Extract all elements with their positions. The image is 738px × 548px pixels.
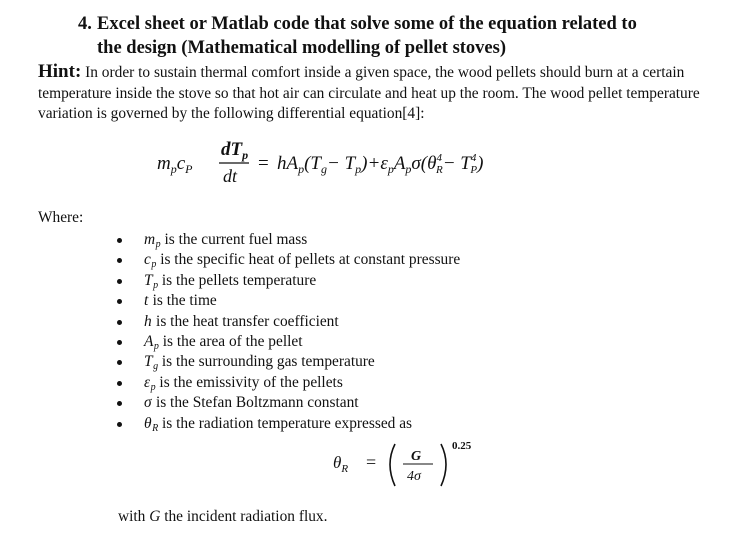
list-item: $A_p$ is the area of the pellet [112,332,460,352]
footer-symbol: G [149,508,161,525]
variable-list [112,230,460,434]
eq-paren-open: (T [304,153,322,174]
heading-line-2: the design (Mathematical modelling of pellet stoves) [97,38,506,58]
eq-equals: = [258,153,269,174]
theta-sub: R [341,463,349,475]
radiation-temperature-equation [333,436,493,494]
theta-exponent: 0.25 [452,440,472,452]
eq-mass-symbol: m [157,153,171,174]
list-item: $m_p$ is the current fuel mass [112,230,460,250]
eq-sigma: σ [411,153,421,174]
list-item: t is the time [112,291,460,311]
eq-frac-den: dt [223,166,238,186]
hint-paragraph [38,62,728,125]
list-item: σ is the Stefan Boltzmann constant [112,393,460,413]
eq-heat-symbol: c [176,153,186,174]
footer-suffix: the incident radiation flux. [160,508,328,525]
hint-label: Hint: [38,61,82,82]
theta-frac-den: 4σ [407,469,421,484]
heading-line-1: Excel sheet or Matlab code that solve some of the equation related to [97,14,637,34]
list-item: $\varepsilon_p$ is the emissivity of the pellets [112,373,460,393]
theta-frac-num: G [411,449,422,464]
eq-paren-close: )+ [361,153,381,174]
eq-eps-sub: p [387,162,394,176]
svg-text:hAp(Tg− Tp)+εpApσ(θ4R− T4P) [277,152,483,176]
eq-power-1: 4 [436,152,442,164]
list-item: $T_p$ is the pellets temperature [112,271,460,291]
svg-text:dTp [221,139,248,162]
eq-heat-sub: P [185,162,193,176]
eq-term2-sub: p [405,162,412,176]
list-item: $c_p$ is the specific heat of pellets at constant pressure [112,250,460,270]
where-label: Where: [38,209,84,226]
pellet-temperature-equation [157,134,607,192]
eq-mass-sub: p [170,162,177,176]
eq-tp2-sub: P [470,164,478,176]
section-heading [78,12,728,60]
theta-equals: = [366,452,377,472]
eq-tg-sub: g [321,162,328,176]
svg-text:θR [333,453,348,475]
right-paren [441,444,446,486]
eq-term1-sub: p [298,162,305,176]
left-paren [390,444,395,486]
eq-power-2: 4 [470,152,477,164]
eq-tp-sub: p [355,162,362,176]
eq-minus-2: − T [442,153,471,174]
svg-text:= [258,153,269,174]
footer-prefix: with [118,508,150,525]
list-item: $\theta_R$ is the radiation temperature expressed as [112,414,460,434]
eq-minus: − T [327,153,356,174]
eq-term1: hA [277,153,299,174]
section-number: 4. [78,14,92,34]
list-item: $T_g$ is the surrounding gas temperature [112,352,460,372]
hint-text: In order to sustain thermal comfort inside a given space, the wood pellets should burn at a certain temperature inside the stove so that hot air can circulate and heat up the room. The wood pellet temperature variation is governed by the following differential equation[4]: [38,64,700,122]
eq-frac-num: dT [221,139,243,160]
eq-term2: A [393,153,406,174]
svg-text:mpcP [157,153,193,176]
footer-note [118,508,327,526]
eq-theta-open: (θ [420,153,437,174]
eq-close: ) [477,153,484,174]
eq-eps: ε [380,153,388,174]
theta-symbol: θ [333,453,342,472]
eq-frac-num-sub: p [242,148,249,162]
eq-theta-sub: R [435,164,443,176]
list-item: h is the heat transfer coefficient [112,312,460,332]
